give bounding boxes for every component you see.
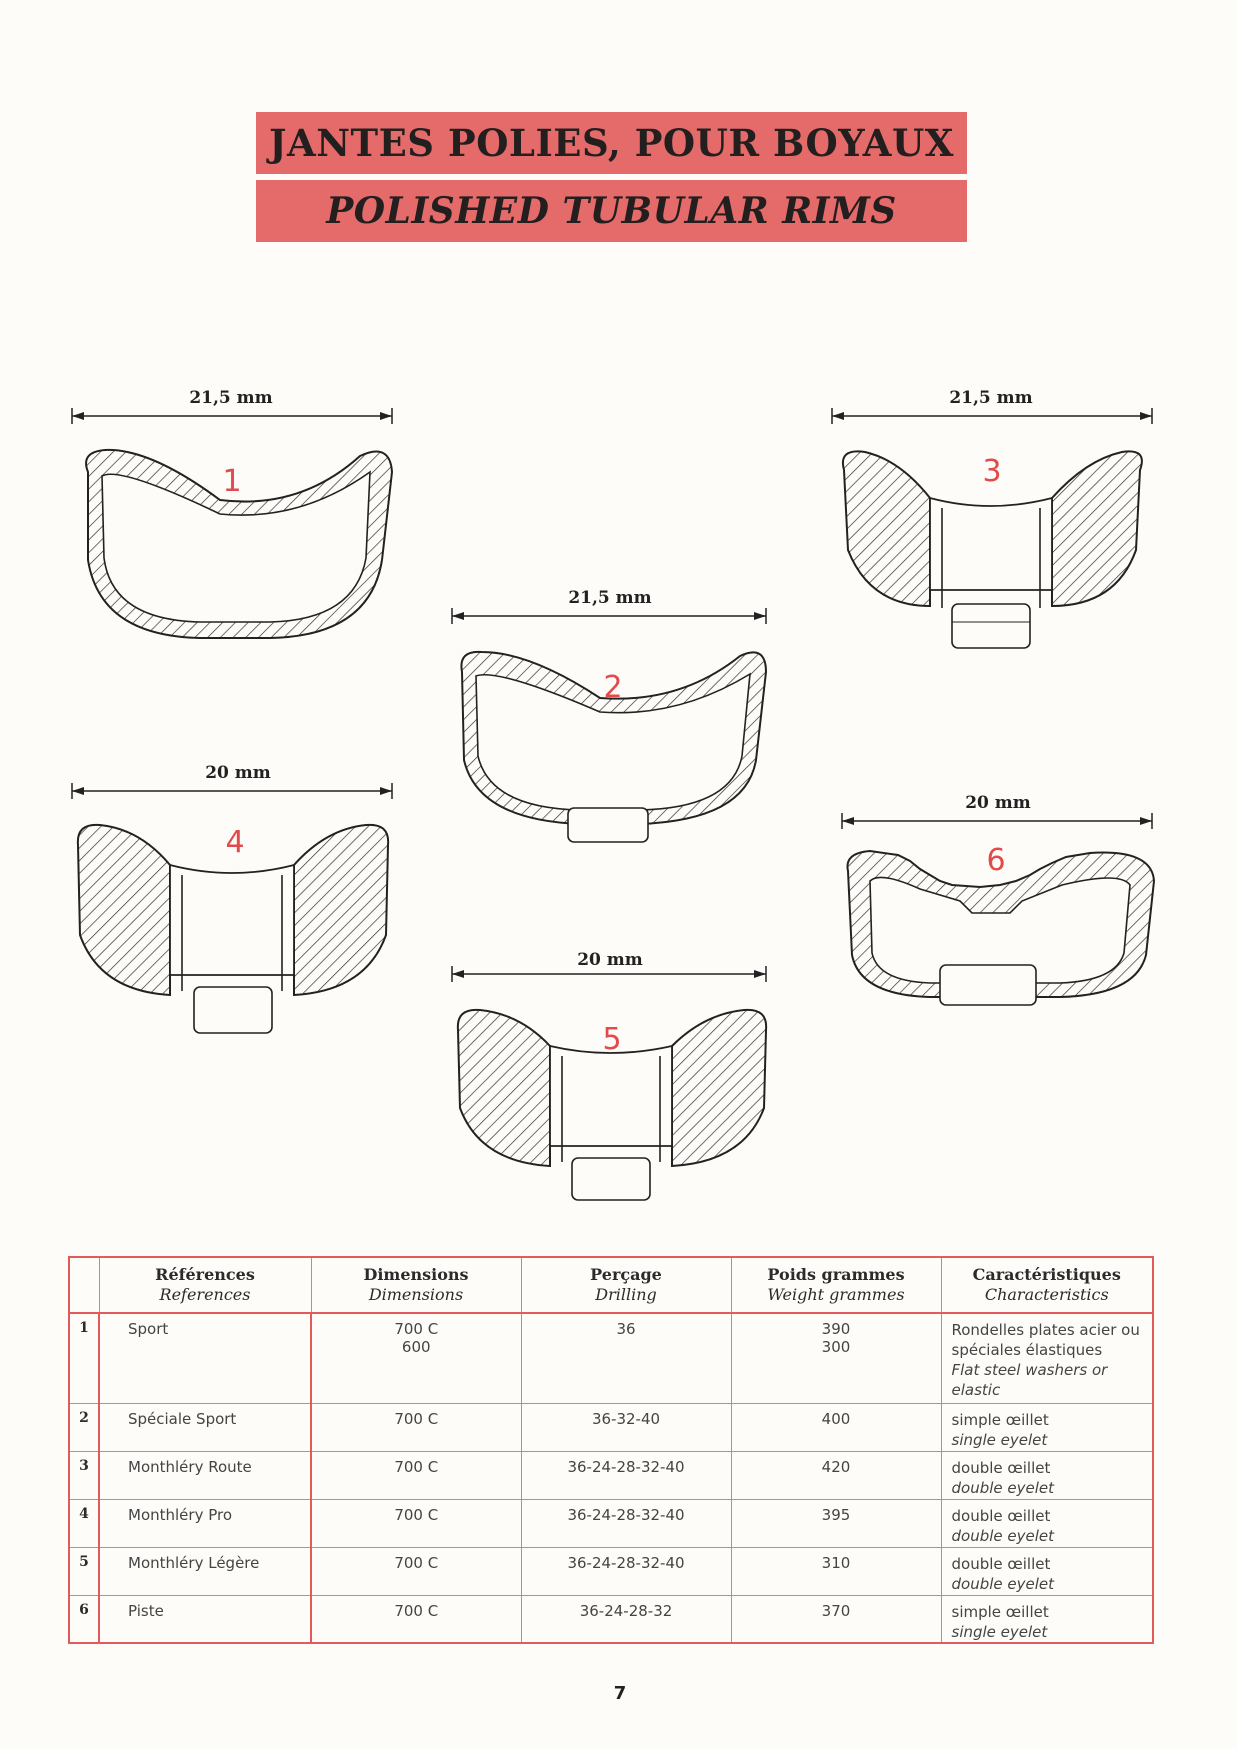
- row-characteristics: simple œillet single eyelet: [941, 1403, 1153, 1451]
- header-dimensions: Dimensions Dimensions: [311, 1257, 521, 1313]
- table-row: [69, 1451, 1153, 1499]
- row-index: 4: [69, 1499, 99, 1547]
- row-characteristics: double œillet double eyelet: [941, 1451, 1153, 1499]
- rim-4-width-label: 20 mm: [205, 763, 271, 783]
- rim-profile-1-drawing: [70, 380, 400, 660]
- row-characteristics: simple œillet single eyelet: [941, 1595, 1153, 1643]
- row-drilling: 36-32-40: [521, 1403, 731, 1451]
- rim-profile-4-drawing: [70, 755, 400, 1055]
- row-drilling: 36-24-28-32-40: [521, 1547, 731, 1595]
- row-reference: Monthléry Légère: [99, 1547, 311, 1595]
- row-drilling: 36-24-28-32-40: [521, 1499, 731, 1547]
- row-characteristics: double œillet double eyelet: [941, 1499, 1153, 1547]
- rim-5-number: 5: [602, 1022, 622, 1057]
- row-reference: Spéciale Sport: [99, 1403, 311, 1451]
- table-row: [69, 1499, 1153, 1547]
- row-dimensions: 700 C: [311, 1499, 521, 1547]
- rim-6-width-label: 20 mm: [965, 793, 1031, 813]
- rim-profile-1: [70, 380, 400, 660]
- rim-profile-2-drawing: [450, 580, 780, 870]
- row-reference: Monthléry Route: [99, 1451, 311, 1499]
- row-index: 3: [69, 1451, 99, 1499]
- rim-profile-3-drawing: [830, 380, 1160, 670]
- rim-profile-4: [70, 755, 400, 1055]
- header-references: Références References: [99, 1257, 311, 1313]
- row-reference: Piste: [99, 1595, 311, 1643]
- rim-6-number: 6: [986, 843, 1006, 878]
- header-weight: Poids grammes Weight grammes: [731, 1257, 941, 1313]
- rim-profile-2: [450, 580, 780, 870]
- row-weight: 310: [731, 1547, 941, 1595]
- row-weight: 370: [731, 1595, 941, 1643]
- row-weight: 420: [731, 1451, 941, 1499]
- table-header-row: [69, 1257, 1153, 1313]
- row-drilling: 36: [521, 1313, 731, 1403]
- row-weight: 390 300: [731, 1313, 941, 1403]
- table-row: [69, 1595, 1153, 1643]
- header-drilling: Perçage Drilling: [521, 1257, 731, 1313]
- row-dimensions: 700 C 600: [311, 1313, 521, 1403]
- title-french-banner: [256, 112, 967, 174]
- row-characteristics: Rondelles plates acier ou spéciales élastiques Flat steel washers or elastic: [941, 1313, 1153, 1403]
- rim-2-width-label: 21,5 mm: [568, 588, 652, 608]
- title-english: POLISHED TUBULAR RIMS: [326, 190, 897, 232]
- title-english-banner: [256, 180, 967, 242]
- row-index: 1: [69, 1313, 99, 1403]
- row-drilling: 36-24-28-32: [521, 1595, 731, 1643]
- table-row: [69, 1403, 1153, 1451]
- row-index: 5: [69, 1547, 99, 1595]
- table-row: [69, 1547, 1153, 1595]
- rim-4-number: 4: [225, 825, 245, 860]
- rim-2-number: 2: [603, 670, 623, 705]
- row-dimensions: 700 C: [311, 1547, 521, 1595]
- row-index: 6: [69, 1595, 99, 1643]
- rim-1-width-label: 21,5 mm: [189, 388, 273, 408]
- table-row: [69, 1313, 1153, 1403]
- rim-1-number: 1: [222, 464, 242, 499]
- rim-profile-5: [450, 950, 780, 1220]
- row-reference: Sport: [99, 1313, 311, 1403]
- rim-profile-6-drawing: [840, 785, 1170, 1045]
- rim-5-width-label: 20 mm: [577, 950, 643, 970]
- page-number: 7: [613, 1683, 627, 1704]
- row-dimensions: 700 C: [311, 1451, 521, 1499]
- row-index: 2: [69, 1403, 99, 1451]
- rim-profile-3: [830, 380, 1160, 670]
- row-reference: Monthléry Pro: [99, 1499, 311, 1547]
- row-weight: 395: [731, 1499, 941, 1547]
- rim-3-number: 3: [982, 454, 1002, 489]
- rim-profile-6: [840, 785, 1170, 1045]
- header-index: [69, 1257, 99, 1313]
- row-dimensions: 700 C: [311, 1403, 521, 1451]
- header-characteristics: Caractéristiques Characteristics: [941, 1257, 1153, 1313]
- row-dimensions: 700 C: [311, 1595, 521, 1643]
- row-drilling: 36-24-28-32-40: [521, 1451, 731, 1499]
- row-weight: 400: [731, 1403, 941, 1451]
- rim-3-width-label: 21,5 mm: [949, 388, 1033, 408]
- row-characteristics: double œillet double eyelet: [941, 1547, 1153, 1595]
- rim-specifications-table: [68, 1256, 1154, 1644]
- title-french: JANTES POLIES, POUR BOYAUX: [269, 121, 954, 165]
- rim-profile-5-drawing: [450, 950, 780, 1220]
